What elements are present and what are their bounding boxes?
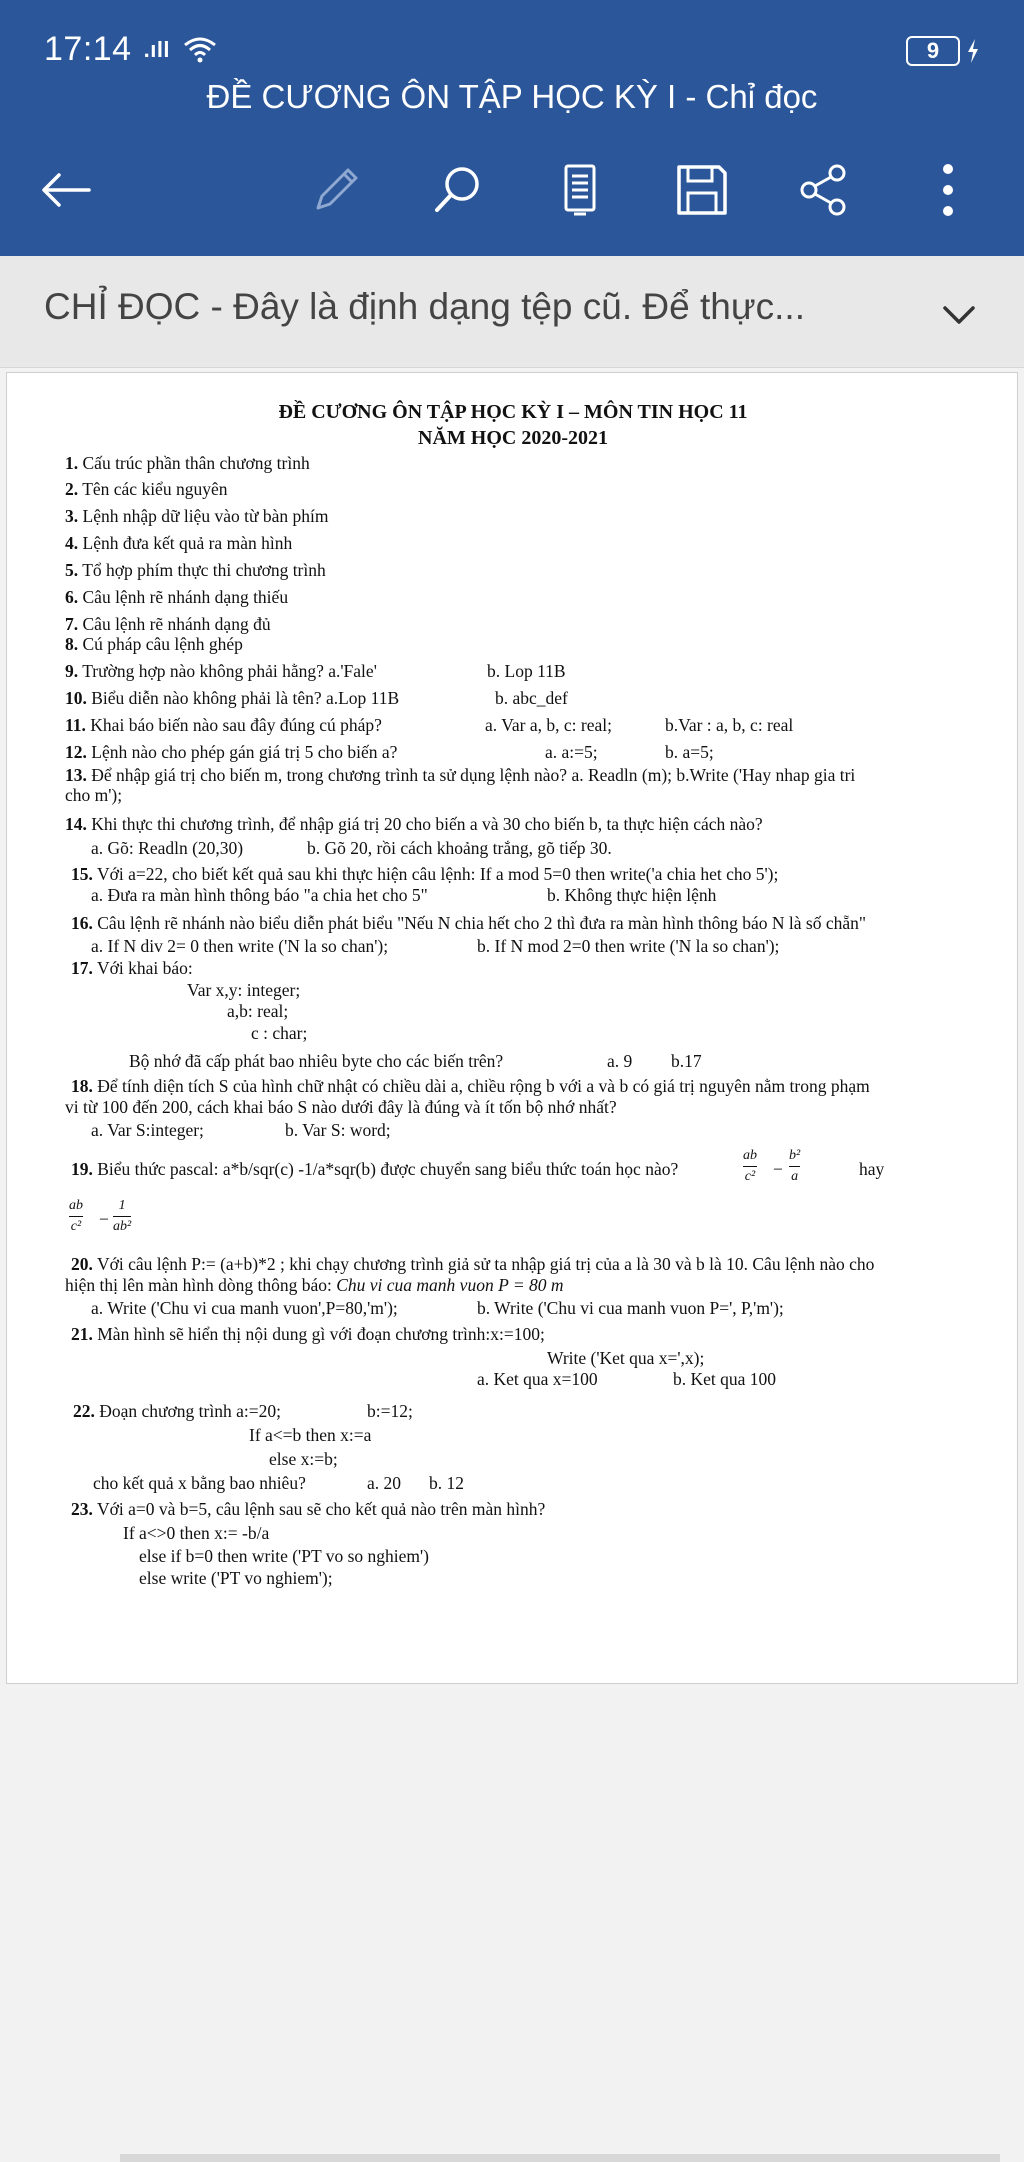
question-16-option-b: b. If N mod 2=0 then write ('N la so chan'); <box>477 936 780 956</box>
question-18: 18. Để tính diện tích S của hình chữ nhật có chiều dài a, chiều rộng b với a và b có giá trị nguyên nằm trong phạm <box>71 1076 870 1096</box>
charging-icon <box>966 39 980 63</box>
fraction-b2-over-a: b² a <box>789 1148 801 1184</box>
question-11-option-b: b.Var : a, b, c: real <box>665 715 794 735</box>
minus-sign-alt: − <box>99 1209 109 1229</box>
question-7: 7. Câu lệnh rẽ nhánh dạng đủ <box>65 614 271 634</box>
back-arrow-icon[interactable] <box>26 150 106 230</box>
question-20-option-b: b. Write ('Chu vi cua manh vuon P=', P,'m'); <box>477 1298 784 1318</box>
question-2: 2. Tên các kiểu nguyên <box>65 479 228 499</box>
fraction-1-over-ab2: 1 ab² <box>113 1198 132 1234</box>
question-15: 15. Với a=22, cho biết kết quả sau khi thực hiện câu lệnh: If a mod 5=0 then write('a chia het cho 5'); <box>71 864 779 884</box>
battery-level: 9 <box>906 36 960 66</box>
question-22: 22. Đoạn chương trình a:=20; <box>73 1401 281 1421</box>
wifi-icon <box>182 35 218 65</box>
question-18-option-b: b. Var S: word; <box>285 1120 391 1140</box>
question-17: 17. Với khai báo: <box>71 958 193 978</box>
save-icon[interactable] <box>662 150 742 230</box>
question-13-continued: cho m'); <box>65 785 123 805</box>
question-23-code-2: else if b=0 then write ('PT vo so nghiem') <box>139 1546 429 1566</box>
pen-icon[interactable] <box>296 150 376 230</box>
chevron-down-icon[interactable] <box>934 290 984 340</box>
question-12: 12. Lệnh nào cho phép gán giá trị 5 cho biến a? <box>65 742 398 762</box>
question-9: 9. Trường hợp nào không phải hằng? a.'Fale' <box>65 661 377 681</box>
question-20: 20. Với câu lệnh P:= (a+b)*2 ; khi chạy chương trình giả sử ta nhập giá trị của a là 30 và b là 10. Câu lệnh nào cho <box>71 1254 875 1274</box>
question-21-option-a: a. Ket qua x=100 <box>477 1369 598 1389</box>
question-18-option-a: a. Var S:integer; <box>91 1120 204 1140</box>
toolbar <box>0 150 1024 230</box>
read-only-banner[interactable] <box>0 256 1024 368</box>
question-17-code-1: Var x,y: integer; <box>187 980 301 1000</box>
question-16-option-a: a. If N div 2= 0 then write ('N la so chan'); <box>91 936 389 956</box>
question-22-option-a: a. 20 <box>367 1473 402 1493</box>
question-15-option-a: a. Đưa ra màn hình thông báo "a chia het cho 5" <box>91 885 428 905</box>
question-20-continued: hiện thị lên màn hình dòng thông báo: Chu vi cua manh vuon P = 80 m <box>65 1275 564 1295</box>
question-19-hay: hay <box>859 1159 885 1179</box>
question-22-code-2: else x:=b; <box>269 1449 338 1469</box>
question-22-code-b: b:=12; <box>367 1401 413 1421</box>
question-14-option-a: a. Gõ: Readln (20,30) <box>91 838 244 858</box>
question-8: 8. Cú pháp câu lệnh ghép <box>65 634 243 654</box>
more-vertical-icon[interactable] <box>908 150 988 230</box>
question-4: 4. Lệnh đưa kết quả ra màn hình <box>65 533 293 553</box>
question-16: 16. Câu lệnh rẽ nhánh nào biểu diễn phát biểu "Nếu N chia hết cho 2 thì đưa ra màn hình thông báo N là số chẵn" <box>71 913 867 933</box>
question-12-option-b: b. a=5; <box>665 742 714 762</box>
question-5: 5. Tổ hợp phím thực thi chương trình <box>65 560 326 580</box>
share-icon[interactable] <box>784 150 864 230</box>
question-22-code-1: If a<=b then x:=a <box>249 1425 372 1445</box>
minus-sign: − <box>773 1159 783 1179</box>
battery-indicator <box>906 36 980 66</box>
question-14: 14. Khi thực thi chương trình, để nhập giá trị 20 cho biến a và 30 cho biến b, ta thực hiện cách nào? <box>65 814 763 834</box>
banner-message: CHỈ ĐỌC - Đây là định dạng tệp cũ. Để thực... <box>44 286 805 327</box>
question-1: 1. Cấu trúc phần thân chương trình <box>65 453 310 473</box>
question-20-option-a: a. Write ('Chu vi cua manh vuon',P=80,'m'); <box>91 1298 398 1318</box>
question-17-option-b: b.17 <box>671 1051 702 1071</box>
status-bar <box>44 30 218 69</box>
question-12-option-a: a. a:=5; <box>545 742 598 762</box>
question-17-code-3: c : char; <box>251 1023 308 1043</box>
signal-icon: .ıll <box>143 36 171 62</box>
question-10: 10. Biểu diễn nào không phải là tên? a.Lop 11B <box>65 688 400 708</box>
status-time: 17:14 <box>44 30 132 68</box>
question-22-option-b: b. 12 <box>429 1473 464 1493</box>
question-13: 13. Để nhập giá trị cho biến m, trong chương trình ta sử dụng lệnh nào? a. Readln (m); b.Write ('Hay nhap gia tri <box>65 765 856 785</box>
question-18-continued: vi từ 100 đến 200, cách khai báo S nào dưới đây là đúng và ít tốn bộ nhớ nhất? <box>65 1097 617 1117</box>
question-11-option-a: a. Var a, b, c: real; <box>485 715 612 735</box>
question-15-option-b: b. Không thực hiện lệnh <box>547 885 717 905</box>
reading-view-icon[interactable] <box>540 150 620 230</box>
question-17-option-a: a. 9 <box>607 1051 633 1071</box>
question-19: 19. Biểu thức pascal: a*b/sqr(c) -1/a*sqr(b) được chuyển sang biểu thức toán học nào? <box>71 1159 679 1179</box>
document-title: ĐỀ CƯƠNG ÔN TẬP HỌC KỲ I - Chỉ đọc <box>206 78 818 115</box>
horizontal-scrollbar[interactable] <box>120 2154 1000 2162</box>
fraction-ab-over-c2: ab c² <box>743 1148 757 1184</box>
question-21-code: Write ('Ket qua x=',x); <box>547 1348 705 1368</box>
question-21: 21. Màn hình sẽ hiển thị nội dung gì với đoạn chương trình:x:=100; <box>71 1324 545 1344</box>
question-22-prompt: cho kết quả x bằng bao nhiêu? <box>93 1473 306 1493</box>
document-page <box>6 372 1018 1684</box>
search-icon[interactable] <box>418 150 498 230</box>
question-23: 23. Với a=0 và b=5, câu lệnh sau sẽ cho kết quả nào trên màn hình? <box>71 1499 546 1519</box>
fraction-ab-over-c2-alt: ab c² <box>69 1198 83 1234</box>
question-17-prompt: Bộ nhớ đã cấp phát bao nhiêu byte cho các biến trên? <box>129 1051 504 1071</box>
question-14-option-b: b. Gõ 20, rồi cách khoảng trắng, gõ tiếp 30. <box>307 838 612 858</box>
app-bar <box>0 0 1024 256</box>
question-9-option-b: b. Lop 11B <box>487 661 566 681</box>
question-11: 11. Khai báo biến nào sau đây đúng cú pháp? <box>65 715 382 735</box>
question-23-code-3: else write ('PT vo nghiem'); <box>139 1568 333 1588</box>
question-23-code-1: If a<>0 then x:= -b/a <box>123 1523 270 1543</box>
question-17-code-2: a,b: real; <box>227 1001 289 1021</box>
document-subheading: NĂM HỌC 2020-2021 <box>418 427 608 449</box>
question-6: 6. Câu lệnh rẽ nhánh dạng thiếu <box>65 587 289 607</box>
question-21-option-b: b. Ket qua 100 <box>673 1369 777 1389</box>
document-heading: ĐỀ CƯƠNG ÔN TẬP HỌC KỲ I – MÔN TIN HỌC 11 <box>278 401 748 423</box>
question-3: 3. Lệnh nhập dữ liệu vào từ bàn phím <box>65 506 329 526</box>
question-10-option-b: b. abc_def <box>495 688 568 708</box>
